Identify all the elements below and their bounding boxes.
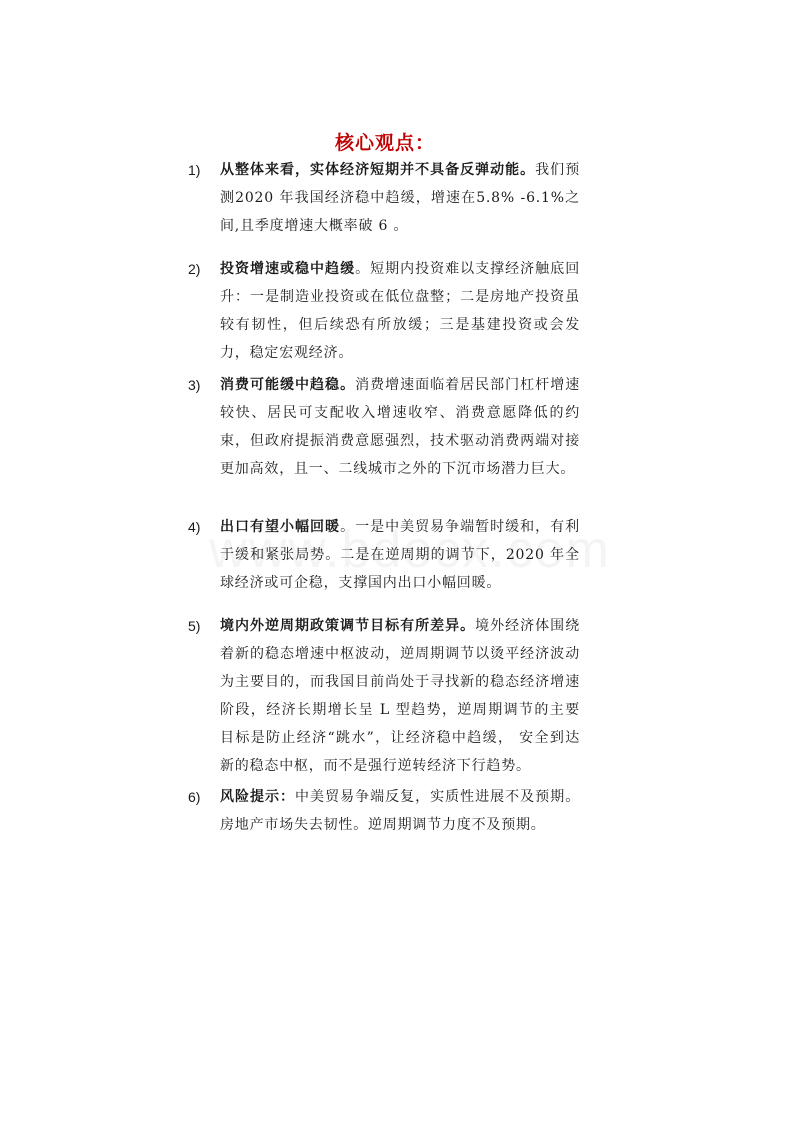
item-lead: 投资增速或稳中趋缓 — [220, 261, 356, 277]
item-number: 5) — [188, 618, 201, 634]
page-title: 核心观点： — [334, 132, 435, 154]
item-number: 6) — [188, 789, 201, 805]
item-lead: 消费可能缓中趋稳。 — [220, 377, 356, 393]
item-text — [220, 255, 580, 367]
item-body: 境外经济体围绕着新的稳态增速中枢波动，逆周期调节以烫平经济波动为主要目的，而我国目前尚处于寻找新的稳态经济增速阶段，经济长期增长呈 L 型趋势，逆周期调节的主要目标是防止经济“跳水”，让经济稳中趋缓， 安全到达新的稳态中枢，而不是强行逆转经济下行趋势。 — [220, 618, 580, 774]
item-number: 1) — [188, 162, 201, 178]
item-body: 。一是中美贸易争端暂时缓和，有利于缓和紧张局势。二是在逆周期的调节下，2020 年全球经济或可企稳，支撑国内出口小幅回暖。 — [220, 519, 580, 591]
item-body: 中美贸易争端反复，实质性进展不及预期。房地产市场失去韧性。逆周期调节力度不及预期。 — [220, 789, 580, 833]
item-text — [220, 156, 580, 240]
item-body: 我们预测2020 年我国经济稳中趋缓，增速在5.8% -6.1%之间,且季度增速大概率破 6 。 — [220, 162, 580, 234]
item-body: 消费增速面临着居民部门杠杆增速较快、居民可支配收入增速收窄、消费意愿降低的约束，但政府提振消费意愿强烈，技术驱动消费两端对接更加高效，且一、二线城市之外的下沉市场潜力巨大。 — [220, 377, 580, 477]
item-number: 4) — [188, 519, 201, 535]
item-body: 。短期内投资难以支撑经济触底回升：一是制造业投资或在低位盘整；二是房地产投资虽较有韧性，但后续恐有所放缓；三是基建投资或会发力，稳定宏观经济。 — [220, 261, 580, 361]
item-text — [220, 513, 580, 597]
item-lead: 风险提示： — [220, 789, 296, 805]
item-text — [220, 371, 580, 483]
item-number: 2) — [188, 261, 201, 277]
item-text — [220, 783, 580, 839]
item-text — [220, 612, 580, 780]
item-number: 3) — [188, 377, 201, 393]
item-lead: 境内外逆周期政策调节目标有所差异。 — [220, 618, 476, 634]
item-lead: 从整体来看，实体经济短期并不具备反弹动能。 — [220, 162, 536, 178]
item-lead: 出口有望小幅回暖 — [220, 519, 341, 535]
